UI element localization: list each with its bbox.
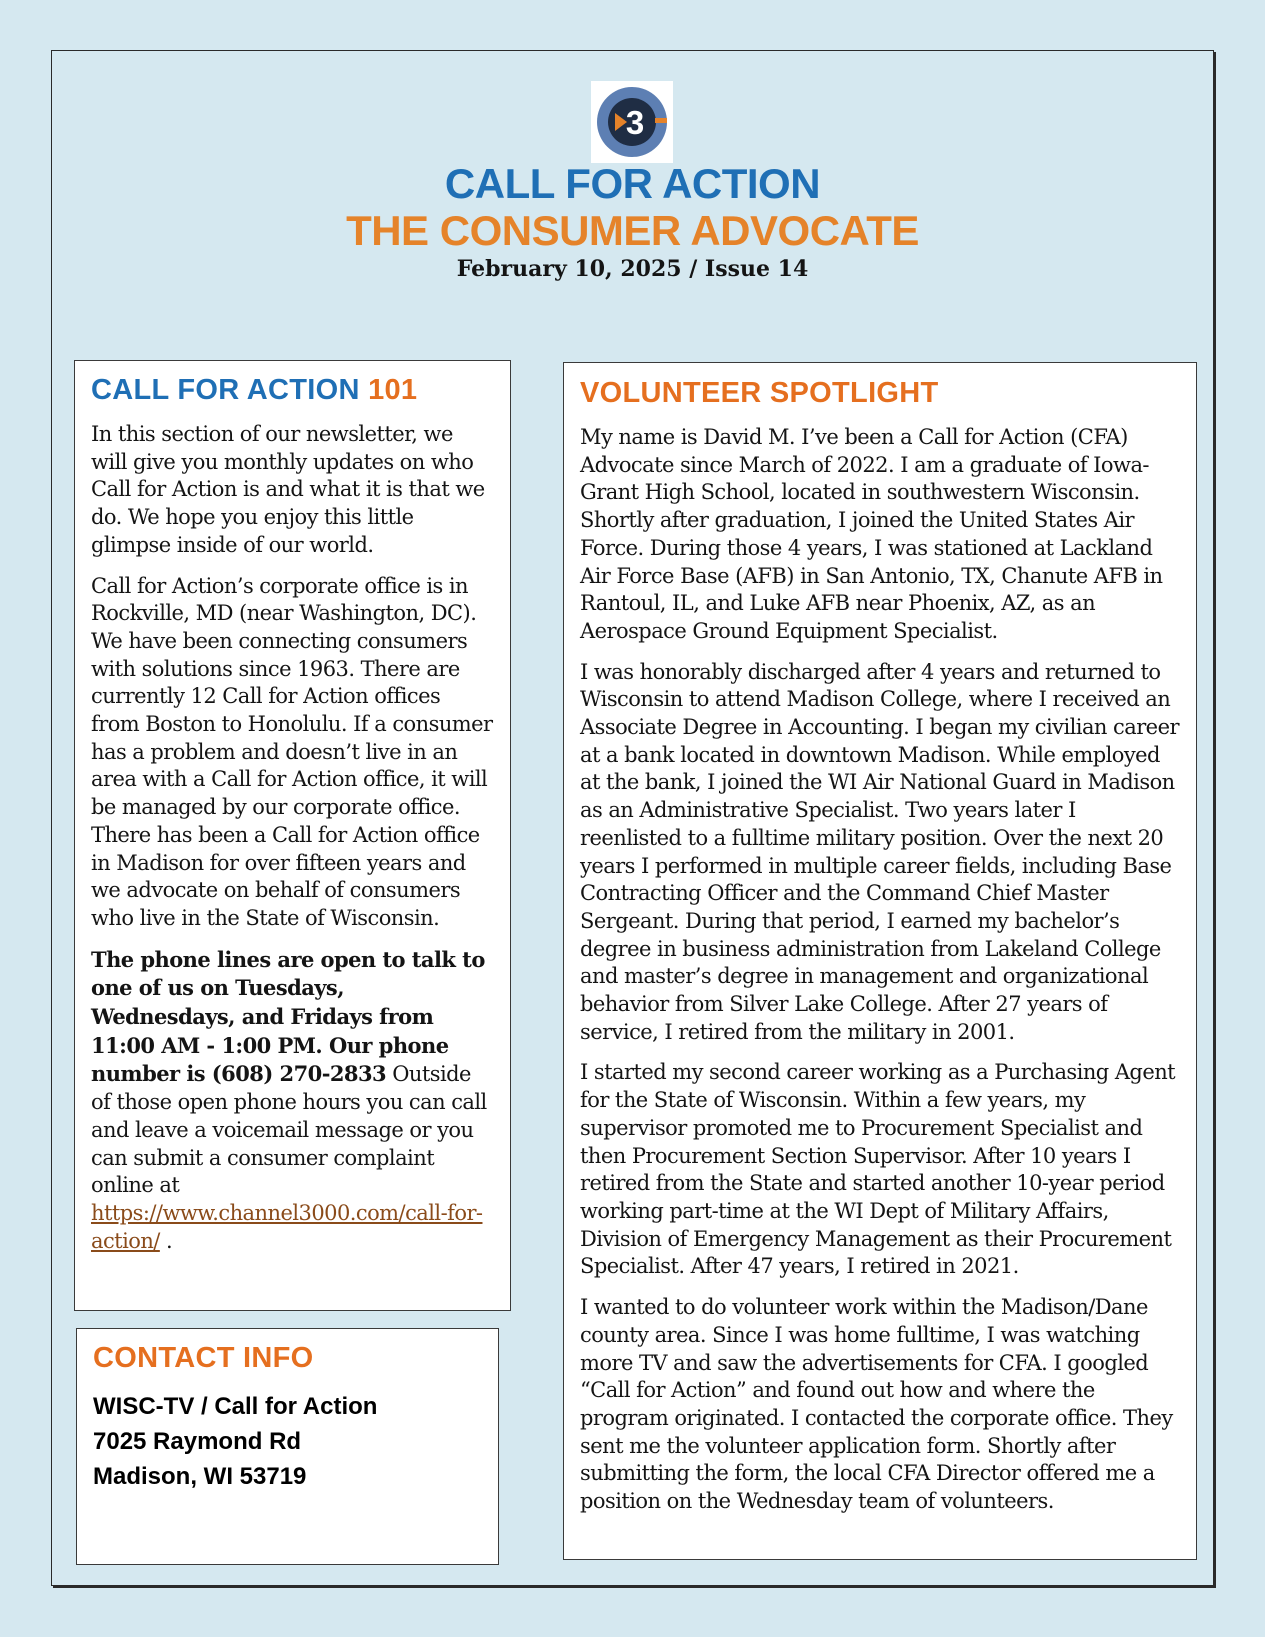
section-heading-spotlight: VOLUNTEER SPOTLIGHT bbox=[580, 377, 939, 409]
complaint-link[interactable]: https://www.channel3000.com/call-for-action/ bbox=[91, 1200, 483, 1253]
heading-number: 101 bbox=[368, 374, 418, 406]
contact-line: WISC-TV / Call for Action bbox=[93, 1393, 378, 1420]
paragraph: In this section of our newsletter, we will give you monthly updates on who Call for Action is and what it is that we do. We hope you enjoy this little glimpse inside of our world. bbox=[91, 422, 485, 557]
paragraph-end: . bbox=[159, 1228, 173, 1253]
logo-numeral: 3 bbox=[625, 104, 645, 141]
contact-info-section bbox=[76, 1328, 499, 1565]
spotlight-body bbox=[580, 424, 1180, 1516]
contact-address bbox=[93, 1389, 482, 1494]
call-for-action-101-section bbox=[74, 360, 511, 1311]
volunteer-spotlight-section bbox=[563, 362, 1197, 1560]
paragraph-text: Outside of those open phone hours you can call and leave a voicemail message or you can submit a consumer complaint online at bbox=[91, 1062, 487, 1198]
newsletter-subtitle: THE CONSUMER ADVOCATE bbox=[346, 207, 919, 254]
logo-graphic bbox=[591, 81, 673, 163]
section-heading-contact: CONTACT INFO bbox=[93, 1342, 314, 1374]
phone-hours-bold: The phone lines are open to talk to one of us on Tuesdays, Wednesdays, and Fridays from 11:00 AM - 1:00 PM. Our phone number is (608) 270-2833 bbox=[91, 946, 485, 1087]
cfa-101-body bbox=[91, 421, 494, 1255]
paragraph: I wanted to do volunteer work within the Madison/Dane county area. Since I was home fulltime, I was watching more TV and saw the advertisements for CFA. I googled “Call for Action” and found out how and where the program originated. I contacted the corporate office. They sent me the volunteer application form. Shortly after submitting the form, the local CFA Director offered me a position on the Wednesday team of volunteers. bbox=[580, 1295, 1173, 1514]
paragraph: Call for Action’s corporate office is in Rockville, MD (near Washington, DC). We have been connecting consumers with solutions since 1963. There are currently 12 Call for Action offices from Boston to Honolulu. If a consumer has a problem and doesn’t live in an area with a Call for Action office, it will be managed by our corporate office. There has been a Call for Action office in Madison for over fifteen years and we advocate on behalf of consumers who live in the State of Wisconsin. bbox=[91, 573, 493, 930]
logo-orange-bar bbox=[655, 118, 667, 123]
issue-date-line: February 10, 2025 / Issue 14 bbox=[456, 256, 809, 282]
paragraph: My name is David M. I’ve been a Call for Action (CFA) Advocate since March of 2022. I am a graduate of Iowa-Grant High School, located in southwestern Wisconsin. Shortly after graduation, I joined the United States Air Force. During those 4 years, I was stationed at Lackland Air Force Base (AFB) in San Antonio, TX, Chanute AFB in Rantoul, IL, and Luke AFB near Phoenix, AZ, as an Aerospace Ground Equipment Specialist. bbox=[580, 425, 1163, 643]
paragraph-contact-hours bbox=[91, 946, 494, 1256]
contact-line: Madison, WI 53719 bbox=[93, 1463, 307, 1490]
section-heading-cfa-101 bbox=[91, 373, 494, 407]
heading-text: CALL FOR ACTION bbox=[91, 374, 369, 406]
newsletter-title: CALL FOR ACTION bbox=[444, 160, 821, 207]
paragraph: I was honorably discharged after 4 years and returned to Wisconsin to attend Madison College, where I received an Associate Degree in Accounting. I began my civilian career at a bank located in downtown Madison. While employed at the bank, I joined the WI Air National Guard in Madison as an Administrative Specialist. Two years later I reenlisted to a fulltime military position. Over the next 20 years I performed in multiple career fields, including Base Contracting Officer and the Command Chief Master Sergeant. During that period, I earned my bachelor’s degree in business administration from Lakeland College and master’s degree in management and organizational behavior from Silver Lake College. After 27 years of service, I retired from the military in 2001. bbox=[580, 659, 1179, 1044]
contact-line: 7025 Raymond Rd bbox=[93, 1428, 302, 1455]
channel-3-logo-icon bbox=[591, 81, 673, 163]
paragraph: I started my second career working as a Purchasing Agent for the State of Wisconsin. Within a few years, my supervisor promoted me to Procurement Specialist and then Procurement Section Supervisor. After 10 years I retired from the State and started another 10-year period working part-time at the WI Dept of Military Affairs, Division of Emergency Management as their Procurement Specialist. After 47 years, I retired in 2021. bbox=[580, 1060, 1176, 1279]
